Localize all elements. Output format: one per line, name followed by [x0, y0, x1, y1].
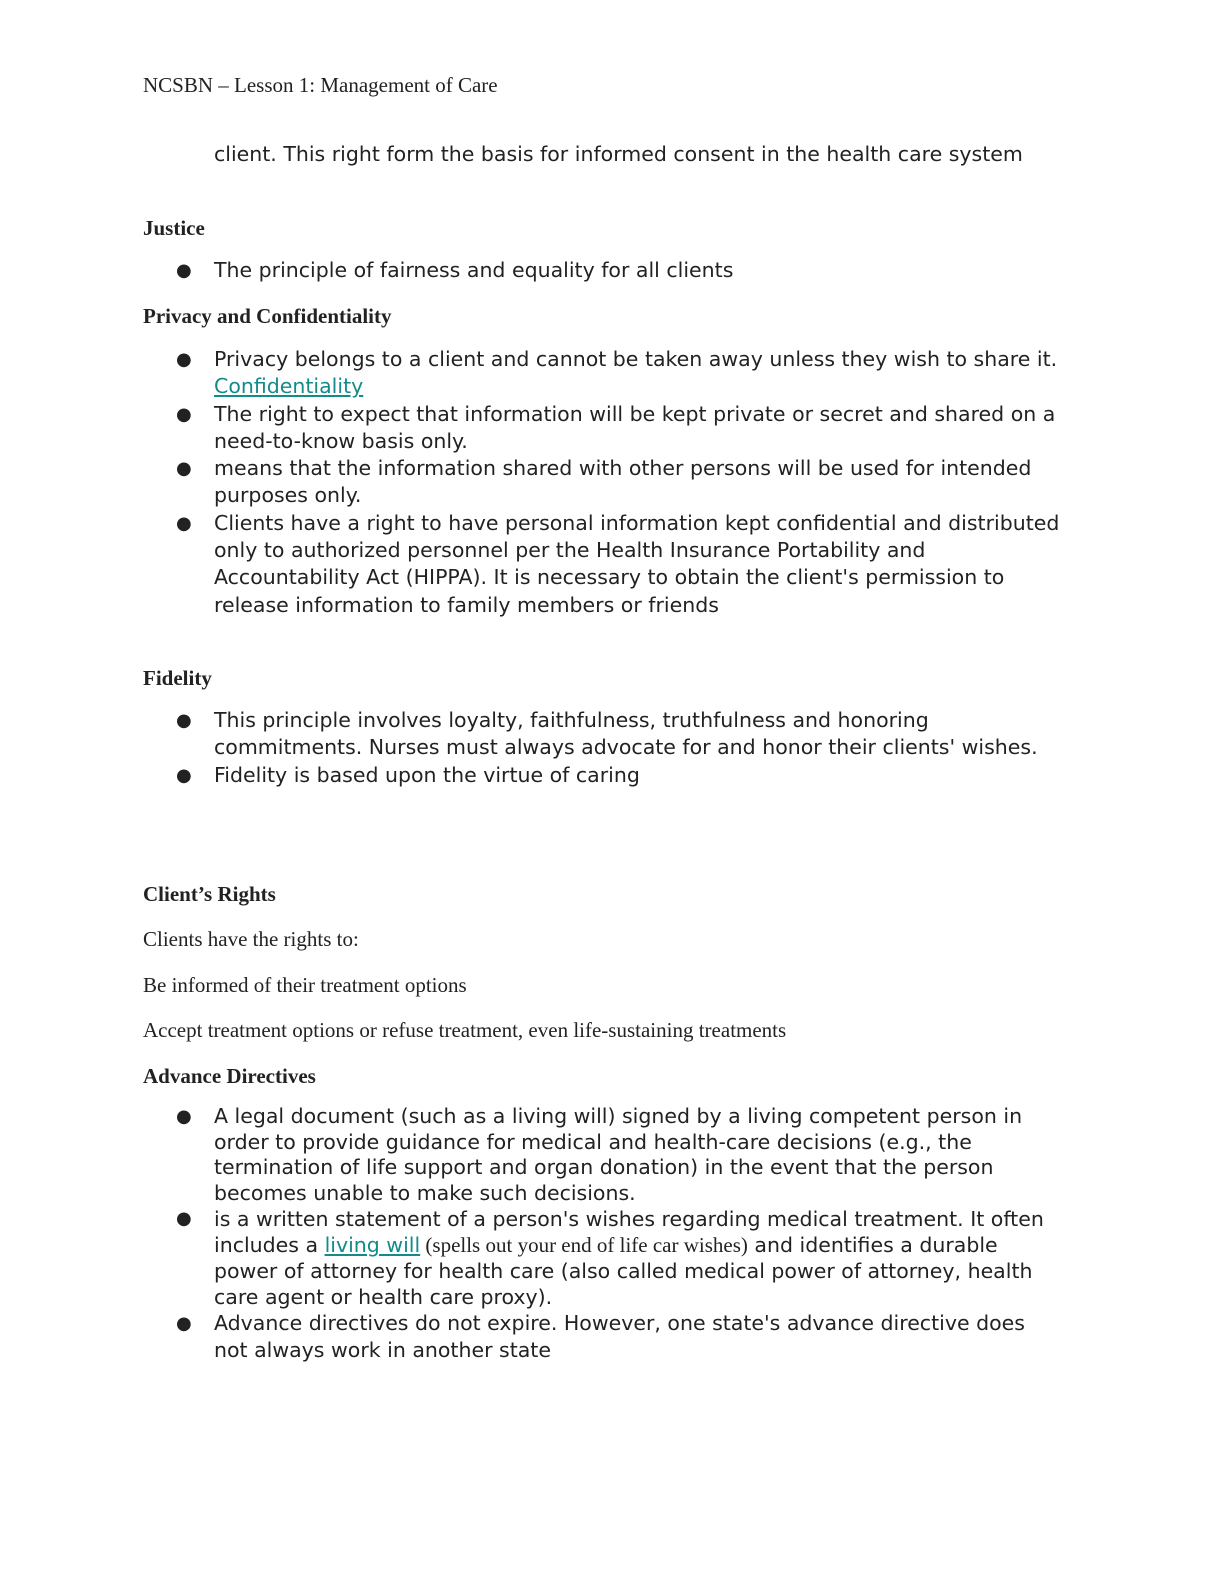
- list-item: [143, 346, 1063, 401]
- fidelity-list: [143, 707, 1063, 789]
- list-item-text: and identifies a durable power of attorney for health care (also called medical power of attorney, health care agent or health care proxy).: [214, 1233, 1033, 1309]
- list-item: [143, 455, 1063, 510]
- bullet-icon: ●: [176, 458, 192, 480]
- bullet-icon: ●: [176, 710, 192, 731]
- fidelity-heading: Fidelity: [143, 666, 212, 690]
- privacy-list: [143, 346, 1063, 619]
- bullet-icon: ●: [176, 403, 192, 425]
- clients-rights-item: Be informed of their treatment options: [143, 973, 467, 997]
- list-item: [143, 401, 1063, 456]
- clients-rights-item: Accept treatment options or refuse treatment, even life-sustaining treatments: [143, 1018, 787, 1042]
- list-item: [143, 257, 1063, 284]
- bullet-icon: ●: [176, 1208, 192, 1229]
- bullet-icon: ●: [176, 1313, 192, 1334]
- page-header: NCSBN – Lesson 1: Management of Care: [143, 73, 498, 97]
- bullet-icon: ●: [176, 260, 192, 281]
- intro-continuation-text: client. This right form the basis for informed consent in the health care system: [214, 142, 1023, 166]
- list-item-text: This principle involves loyalty, faithfulness, truthfulness and honoring commitments. Nurses must always advocate for and honor their clients' wishes.: [214, 708, 1038, 760]
- bullet-icon: ●: [176, 764, 192, 786]
- justice-list: [143, 257, 1063, 284]
- living-will-link[interactable]: living will: [324, 1233, 421, 1257]
- bullet-icon: ●: [176, 349, 192, 370]
- advance-directives-list: [143, 1104, 1063, 1364]
- list-item: [143, 510, 1063, 619]
- list-item: [143, 1104, 1063, 1206]
- list-item-text: Privacy belongs to a client and cannot be taken away unless they wish to share it.: [214, 347, 1058, 371]
- list-item: [143, 762, 1063, 789]
- clients-rights-intro: Clients have the rights to:: [143, 927, 359, 951]
- list-item-text: The right to expect that information will be kept private or secret and shared on a need-to-know basis only.: [214, 401, 1056, 453]
- list-item-text: Clients have a right to have personal information kept confidential and distributed only to authorized personnel per the Health Insurance Portability and Accountability Act (HIPPA). It is necessary to obtain the client's permission to release information to family members or friends: [214, 510, 1060, 617]
- bullet-icon: ●: [176, 512, 192, 534]
- privacy-heading: Privacy and Confidentiality: [143, 304, 392, 328]
- list-item: [143, 1206, 1063, 1310]
- list-item-text: Advance directives do not expire. However, one state's advance directive does not always work in another state: [214, 1311, 1025, 1362]
- clients-rights-heading: Client’s Rights: [143, 882, 276, 906]
- list-item: [143, 707, 1063, 762]
- list-item-text: is a written statement of a person's wishes regarding medical treatment. It often includes a: [214, 1207, 1044, 1257]
- list-item: [143, 1310, 1063, 1364]
- confidentiality-link[interactable]: Confidentiality: [214, 374, 364, 399]
- list-item-text: Fidelity is based upon the virtue of caring: [214, 762, 640, 787]
- justice-heading: Justice: [143, 216, 205, 240]
- list-item-text: means that the information shared with other persons will be used for intended purposes only.: [214, 456, 1032, 508]
- list-item-text: A legal document (such as a living will) signed by a living competent person in order to provide guidance for medical and health-care decisions (e.g., the termination of life support and organ donation) in the event that the person becomes unable to make such decisions.: [214, 1104, 1023, 1205]
- advance-directives-heading: Advance Directives: [143, 1064, 316, 1088]
- list-item-note: (spells out your end of life car wishes): [420, 1233, 748, 1257]
- bullet-icon: ●: [176, 1106, 192, 1127]
- list-item-text: The principle of fairness and equality for all clients: [214, 258, 734, 282]
